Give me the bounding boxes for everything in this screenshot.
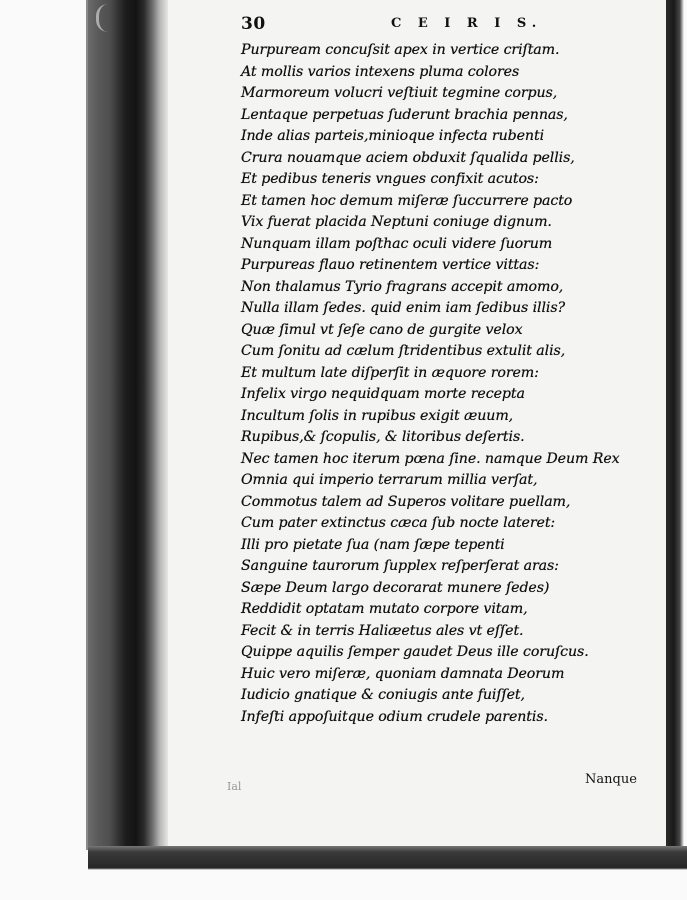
verse-line: At mollis varios intexens pluma colores — [241, 63, 520, 80]
verse-line: Iudicio gnatique & coniugis ante fuiſſet, — [241, 687, 525, 703]
page-left-edge — [0, 0, 90, 900]
verse-line: Et pedibus teneris vngues confixit acutos: — [241, 171, 539, 187]
verse-line: Vix fuerat placida Neptuni coniuge dignum. — [241, 214, 552, 230]
text-block — [241, 12, 661, 728]
verse-line: Reddidit optatam mutato corpore vitam, — [241, 601, 528, 617]
verse-line: Incultum ſolis in rupibus exigit æuum, — [241, 407, 514, 424]
verse-line: Quippe aquilis ſemper gaudet Deus ille coruſcus. — [241, 644, 589, 660]
verse-line: Purpuream concuſsit apex in vertice criſtam. — [241, 42, 560, 58]
verse-line: Cum ſonitu ad cælum ſtridentibus extulit alis, — [241, 343, 566, 359]
verse-line: Nunquam illam poſthac oculi videre ſuorum — [241, 235, 553, 252]
verse-line: Sæpe Deum largo decorarat munere ſedes) — [241, 579, 550, 596]
verse-line: Nec tamen hoc iterum pœna ſine. namque Deum Rex — [241, 450, 620, 467]
verse-line: Fecit & in terris Haliæetus ales vt eſſet. — [241, 622, 524, 639]
verse-line: Infelix virgo nequidquam morte recepta — [241, 386, 525, 402]
spine-gutter-shadow — [88, 0, 168, 850]
verse-line: Et tamen hoc demum miſeræ ſuccurrere pacto — [241, 192, 573, 209]
verse-line: Lentaque perpetuas ſuderunt brachia pennas, — [241, 106, 568, 123]
verse-line: Sanguine taurorum ſupplex reſperſerat aras: — [241, 558, 559, 574]
verse-line: Purpureas flauo retinentem vertice vittas: — [241, 257, 540, 273]
verse-line: Quæ ſimul vt ſeſe cano de gurgite velox — [241, 321, 523, 338]
page-header — [241, 12, 661, 40]
catchword: Nanque — [585, 772, 637, 787]
verse-list — [241, 40, 661, 728]
verse-line: Et multum late diſperſit in æquore rorem: — [241, 364, 539, 381]
verse-line: Inde alias parteis,minioque infecta rubenti — [241, 128, 545, 144]
verse-line: Crura nouamque aciem obduxit ſqualida pellis, — [241, 149, 575, 166]
verse-line: Cum pater extinctus cæca ſub nocte lateret: — [241, 515, 556, 531]
verse-line: Nulla illam ſedes. quid enim iam ſedibus illis? — [241, 300, 566, 316]
bottom-page-border — [88, 846, 687, 900]
verse-line: Non thalamus Tyrio fragrans accepit amomo, — [241, 278, 564, 295]
page-number: 30 — [241, 14, 266, 34]
verse-line: Rupibus,& ſcopulis, & litoribus deſertis. — [241, 429, 525, 445]
verse-line: Omnia qui imperio terrarum millia verſat, — [241, 472, 538, 488]
verse-line: Commotus talem ad Superos volitare puellam, — [241, 493, 571, 510]
verse-line: Infeſti appoſuitque odium crudele parentis. — [241, 708, 548, 725]
verse-line: Marmoreum volucri veſtiuit tegmine corpus, — [241, 85, 558, 101]
running-head: C E I R I S. — [391, 16, 543, 31]
verse-line: Huic vero miſeræ, quoniam damnata Deorum — [241, 665, 565, 682]
top-corner-mark — [96, 4, 117, 32]
margin-mark: Ial — [227, 780, 242, 793]
verse-line: Illi pro pietate ſua (nam ſæpe tepenti — [241, 536, 505, 553]
right-page-border — [666, 0, 687, 870]
